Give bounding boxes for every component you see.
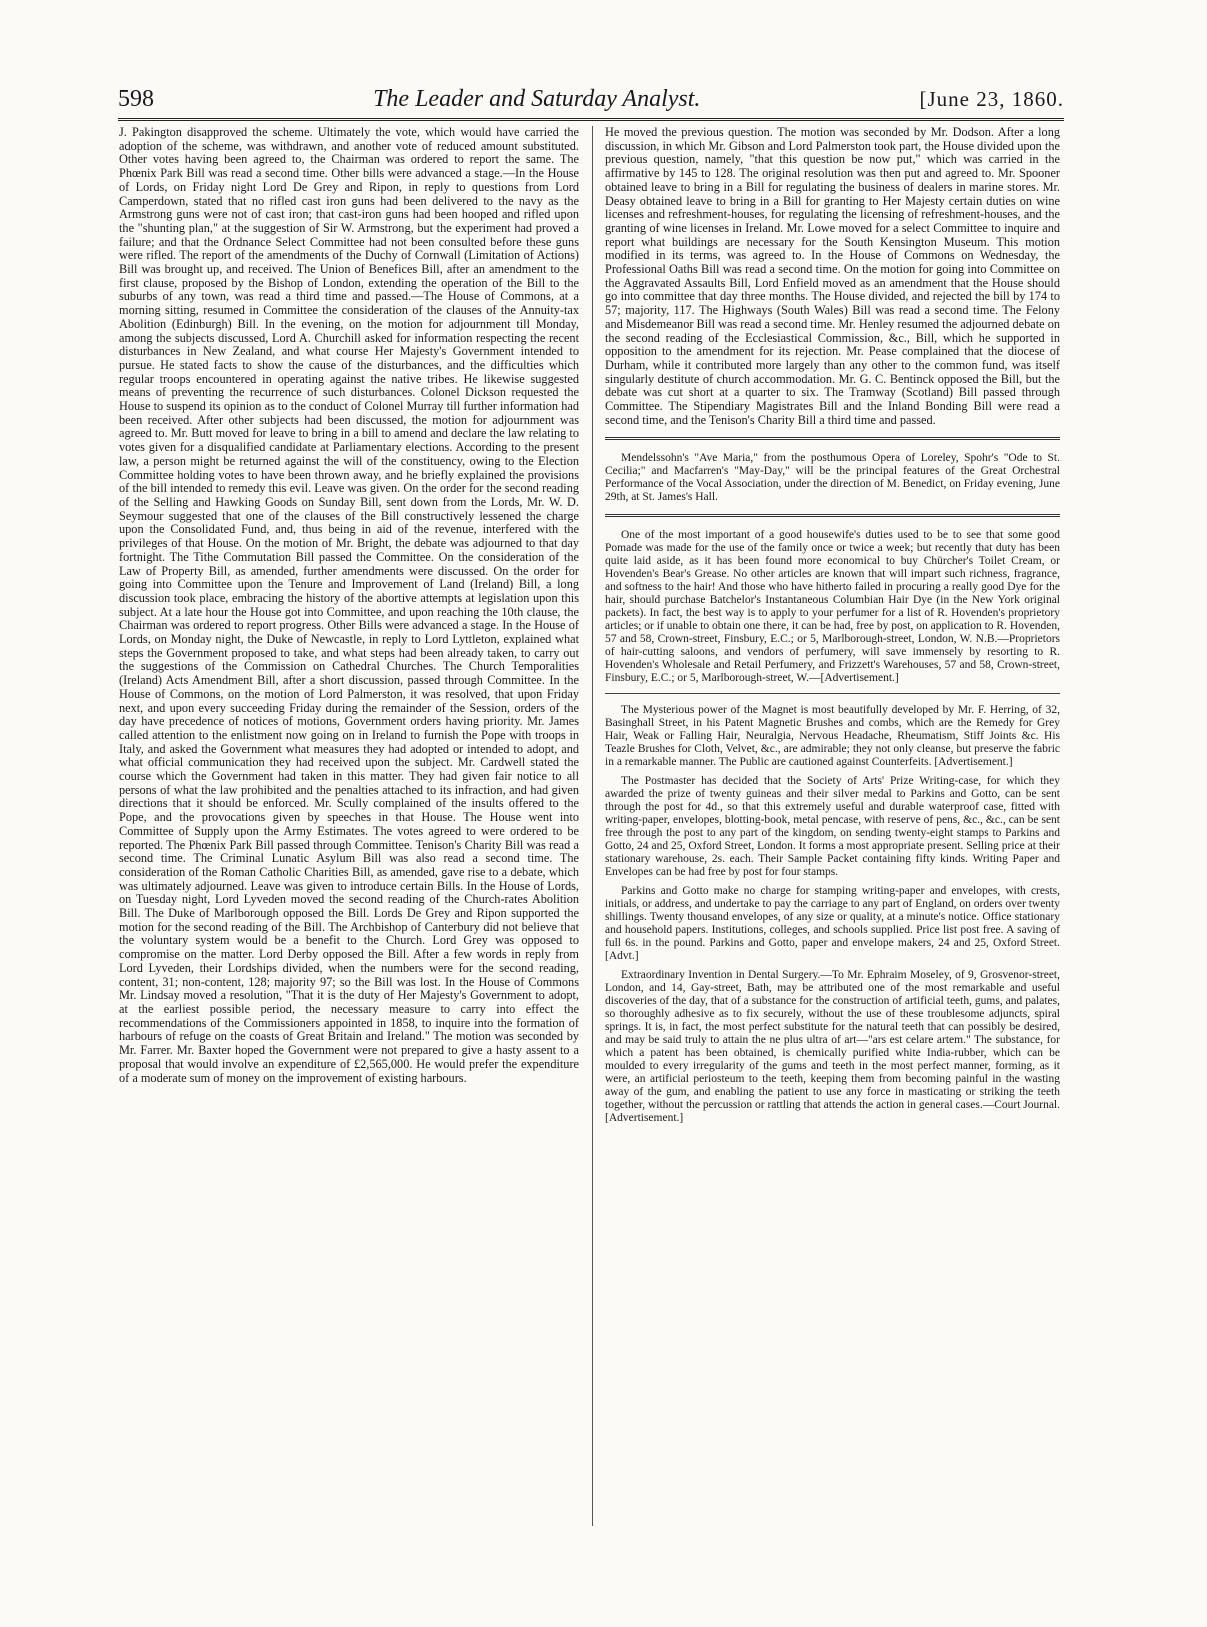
advert-hovenden: One of the most important of a good housewife's duties used to be to see that some good Pomade was made for the use of the family once or twice a week; but recently that duty has been quite laid aside, as it has been found more economical to buy Chürcher's Toilet Cream, or Hovenden's Bear's Grease. No other articles are known that will impart such richness, fragrance, and softness to the hair! And those who have hitherto failed in procuring a really good Dye for the hair, should purchase Batchelor's Instantaneous Columbian Hair Dye (in the New York original packets). In fact, the best way is to apply to your perfumer for a list of R. Hovenden's proprietory articles; or if unable to obtain one there, it can be had, free by post, on application to R. Hovenden, 57 and 58, Crown-street, Finsbury, E.C.; or 5, Marlborough-street, London, W. N.B.—Proprietors of hair-cutting saloons, and vendors of perfumery, will save immensely by resorting to R. Hovenden's Wholesale and Retail Perfumery, and Frizzett's Warehouses, 57 and 58, Crown-street, Finsbury, E.C.; or 5, Marlborough-street, W.—[Advertisement.] bbox=[605, 529, 1060, 685]
section-rule bbox=[605, 514, 1060, 517]
right-column bbox=[605, 126, 1060, 1131]
page-header bbox=[118, 86, 1064, 120]
advert-dental: Extraordinary Invention in Dental Surgery.—To Mr. Ephraim Moseley, of 9, Grosvenor-street, London, and 14, Gay-street, Bath, may be attributed one of the most remarkable and useful discoveries of the day, that of a substance for the construction of artificial teeth, gums, and palates, so thoroughly adhesive as to fix securely, without the use of these troublesome adjuncts, spiral springs. It is, in fact, the most perfect substitute for the natural teeth that can possibly be desired, and may be said truly to attain the ne plus ultra of art—"ars est celare artem." The substance, for which a patent has been obtained, is chemically purified white India-rubber, which can be moulded to every irregularity of the gums and teeth in the most perfect manner, forming, as it were, an artificial periosteum to the teeth, keeping them from becoming painful in the wasting away of the gum, and enabling the patient to use any force in masticating or striking the teeth together, without the percussion or rattling that attends the action in general cases.—Court Journal. [Advertisement.] bbox=[605, 969, 1060, 1125]
advert-rule bbox=[605, 693, 1060, 694]
masthead: The Leader and Saturday Analyst. bbox=[373, 86, 701, 112]
advert-herring: The Mysterious power of the Magnet is most beautifully developed by Mr. F. Herring, of 32, Basinghall Street, in his Patent Magnetic Brushes and combs, which are the Remedy for Grey Hair, Weak or Falling Hair, Neuralgia, Nervous Headache, Rheumatism, Stiff Joints &c. His Teazle Brushes for Cloth, Velvet, &c., are admirable; they not only cleanse, but preserve the fabric in a remarkable manner. The Public are cautioned against Counterfeits. [Advertisement.] bbox=[605, 704, 1060, 769]
header-rule bbox=[118, 118, 1064, 121]
left-column bbox=[119, 126, 579, 1091]
parliament-report-continued: He moved the previous question. The motion was seconded by Mr. Dodson. After a long discussion, in which Mr. Gibson and Lord Palmerston took part, the House divided upon the previous question, namely, "that this question be now put," which was carried in the affirmative by 145 to 128. The original resolution was then put and agreed to. Mr. Spooner obtained leave to bring in a Bill for regulating the business of dealers in marine stores. Mr. Deasy obtained leave to bring in a Bill for granting to Her Majesty certain duties on wine licenses and refreshment-houses, for regulating the licensing of refreshment-houses, and the granting of wine licenses in Ireland. Mr. Lowe moved for a select Committee to inquire and report what buildings are necessary for the South Kensington Museum. This motion modified in its terms, was agreed to. In the House of Commons on Wednesday, the Professional Oaths Bill was read a second time. On the motion for going into Committee on the Aggravated Assaults Bill, Lord Enfield moved as an amendment that the House should go into committee that day three months. The House divided, and rejected the bill by 174 to 57; majority, 117. The Highways (South Wales) Bill was read a second time. The Felony and Misdemeanor Bill was read a second time. Mr. Henley resumed the adjourned debate on the second reading of the Ecclesiastical Commission, &c., Bill, which he supported in opposition to the amendment for its rejection. Mr. Pease complained that the diocese of Durham, while it contributed more largely than any other to the common fund, was itself singularly destitute of church accommodation. Mr. G. C. Bentinck opposed the Bill, but the debate was cut short at a quarter to six. The Tramway (Scotland) Bill passed through Committee. The Stipendiary Magistrates Bill and the Inland Bonding Bill were read a second time, and the Tenison's Charity Bill a third time and passed. bbox=[605, 125, 1060, 427]
advert-parkins: Parkins and Gotto make no charge for stamping writing-paper and envelopes, with crests, initials, or address, and undertake to pay the carriage to any part of England, on orders over twenty shillings. Twenty thousand envelopes, of any size or quality, at a minute's notice. Office stationary and household papers. Institutions, colleges, and schools supplied. Price list post free. A saving of full 6s. in the pound. Parkins and Gotto, paper and envelope makers, 24 and 25, Oxford Street. [Advt.] bbox=[605, 885, 1060, 963]
parliament-report: J. Pakington disapproved the scheme. Ultimately the vote, which would have carried the adoption of the scheme, was withdrawn, and another vote of reduced amount substituted. Other votes having been agreed to, the Chairman was ordered to report the same. The Phœnix Park Bill was read a second time. Other bills were advanced a stage.—In the House of Lords, on Friday night Lord De Grey and Ripon, in reply to questions from Lord Camperdown, stated that no rifled cast iron guns had been delivered to the navy as the Armstrong guns were not of cast iron; that cast-iron guns had been hooped and rifled upon the "shunting plan," at the suggestion of Sir W. Armstrong, but the experiment had proved a failure; and that the Ordnance Select Committee had not been consulted before these guns were rifled. The report of the amendments of the Duchy of Cornwall (Limitation of Actions) Bill was brought up, and received. The Union of Benefices Bill, after an amendment to the first clause, proposed by the Bishop of London, extending the operation of the Bill to the suburbs of any town, was read a third time and passed.—The House of Commons, at a morning sitting, resumed in Committee the consideration of the clauses of the Annuity-tax Abolition (Edinburgh) Bill. In the evening, on the motion for adjournment till Monday, among the subjects discussed, Lord A. Churchill asked for information respecting the recent disturbances in New Zealand, and what course Her Majesty's Government intended to pursue. He stated facts to show the cause of the disturbances, and the difficulties which regular troops encountered in operating against the native tribes. He likewise suggested means of preventing the recurrence of such disturbances. Colonel Dickson requested the House to suspend its opinion as to the conduct of Colonel Murray till further information had been received. After other subjects had been discussed, the motion for adjournment was agreed to. Mr. Butt moved for leave to bring in a bill to amend and declare the law relating to votes given for a disqualified candidate at Parliamentary elections. According to the present law, a person might be returned against the will of the constituency, owing to the Election Committee holding votes to have been thrown away, and he briefly explained the provisions of the bill intended to remedy this evil. Leave was given. On the order for the second reading of the Selling and Hawking Goods on Sunday Bill, sent down from the Lords, Mr. W. D. Seymour suggested that one of the clauses of the Bill constructively lessened the charge upon the Consolidated Fund, and, thus being in aid of the revenue, interfered with the privileges of that House. On the motion of Mr. Bright, the debate was adjourned to that day fortnight. The Tithe Commutation Bill passed the Committee. On the consideration of the Law of Property Bill, as amended, further amendments were discussed. On the order for going into Committee upon the Tenure and Improvement of Land (Ireland) Bill, a long discussion took place, embracing the history of the abortive attempts at legislation upon this subject. At a late hour the House got into Committee, and upon reaching the 10th clause, the Chairman was ordered to report progress. Other Bills were advanced a stage. In the House of Lords, on Monday night, the Duke of Newcastle, in reply to Lord Lyttleton, explained what steps the Government proposed to take, and what steps had been already taken, to carry out the suggestions of the Commission on Cathedral Churches. The Church Temporalities (Ireland) Acts Amendment Bill, after a short discussion, passed through Committee. In the House of Commons, on the motion of Lord Palmerston, it was resolved, that upon Friday next, and upon every succeeding Friday during the remainder of the Session, orders of the day have precedence of notices of motions, Government orders having priority. Mr. James called attention to the enlistment now going on in Ireland to furnish the Pope with troops in Italy, and asked the Government what measures they had adopted or intended to adopt, and what official communication they had received upon the subject. Mr. Cardwell stated the course which the Government had taken in this matter. They had given fair notice to all persons of what the law prohibited and the penalties attached to its infraction, and had given directions that it should be enforced. Mr. Scully complained of the insults offered to the Pope, and the provocations given by speeches in that House. The House went into Committee of Supply upon the Army Estimates. The votes agreed to were ordered to be reported. The Phœnix Park Bill passed through Committee. Tenison's Charity Bill was read a second time. The Criminal Lunatic Asylum Bill was also read a second time. The consideration of the Roman Catholic Charities Bill, as amended, gave rise to a debate, which was ultimately adjourned. Leave was given to introduce certain Bills. In the House of Lords, on Tuesday night, Lord Lyveden moved the second reading of the Church-rates Abolition Bill. The Duke of Marlborough opposed the Bill. Lords De Grey and Ripon supported the motion for the second reading of the Bill. The Archbishop of Canterbury did not believe that the voluntary system would be a benefit to the Church. Lord Grey was opposed to compromise on the matter. Lord Derby opposed the Bill. After a few words in reply from Lord Lyveden, their Lordships divided, when the numbers were for the second reading, content, 31; non-content, 128; majority 97; so the Bill was lost. In the House of Commons Mr. Lindsay moved a resolution, "That it is the duty of Her Majesty's Government to adopt, at the earliest possible period, the necessary measure to carry into effect the recommendations of the Commissioners appointed in 1858, to inquire into the formation of harbours of refuge on the coasts of Great Britain and Ireland." The motion was seconded by Mr. Farrer. Mr. Baxter hoped the Government were not prepared to give a hasty assent to a proposal that would involve an expenditure of £2,565,000. He would prefer the expenditure of a moderate sum of money on the improvement of existing harbours. bbox=[119, 125, 579, 1085]
issue-date: [June 23, 1860. bbox=[919, 87, 1064, 111]
music-notice: Mendelssohn's "Ave Maria," from the posthumous Opera of Loreley, Spohr's "Ode to St. Cecilia;" and Macfarren's "May-Day," will be the principal features of the Great Orchestral Performance of the Vocal Association, under the direction of M. Benedict, on Friday evening, June 29th, at St. James's Hall. bbox=[605, 452, 1060, 504]
section-rule bbox=[605, 437, 1060, 440]
page-number: 598 bbox=[118, 86, 154, 112]
advert-postmaster: The Postmaster has decided that the Society of Arts' Prize Writing-case, for which they awarded the prize of twenty guineas and their silver medal to Parkins and Gotto, can be sent through the post for 4d., so that this extremely useful and durable waterproof case, fitted with writing-paper, envelopes, blotting-book, metal pencase, with reserve of pens, &c., &c., can be sent free through the post to any part of the kingdom, on sending twenty-eight stamps to Parkins and Gotto, 24 and 25, Oxford Street, London. It forms a most appropriate present. Selling price at their stationary warehouse, 2s. each. Their Sample Packet containing fifty kinds. Writing Paper and Envelopes can be had free by post for four stamps. bbox=[605, 775, 1060, 879]
column-divider bbox=[592, 126, 593, 1526]
